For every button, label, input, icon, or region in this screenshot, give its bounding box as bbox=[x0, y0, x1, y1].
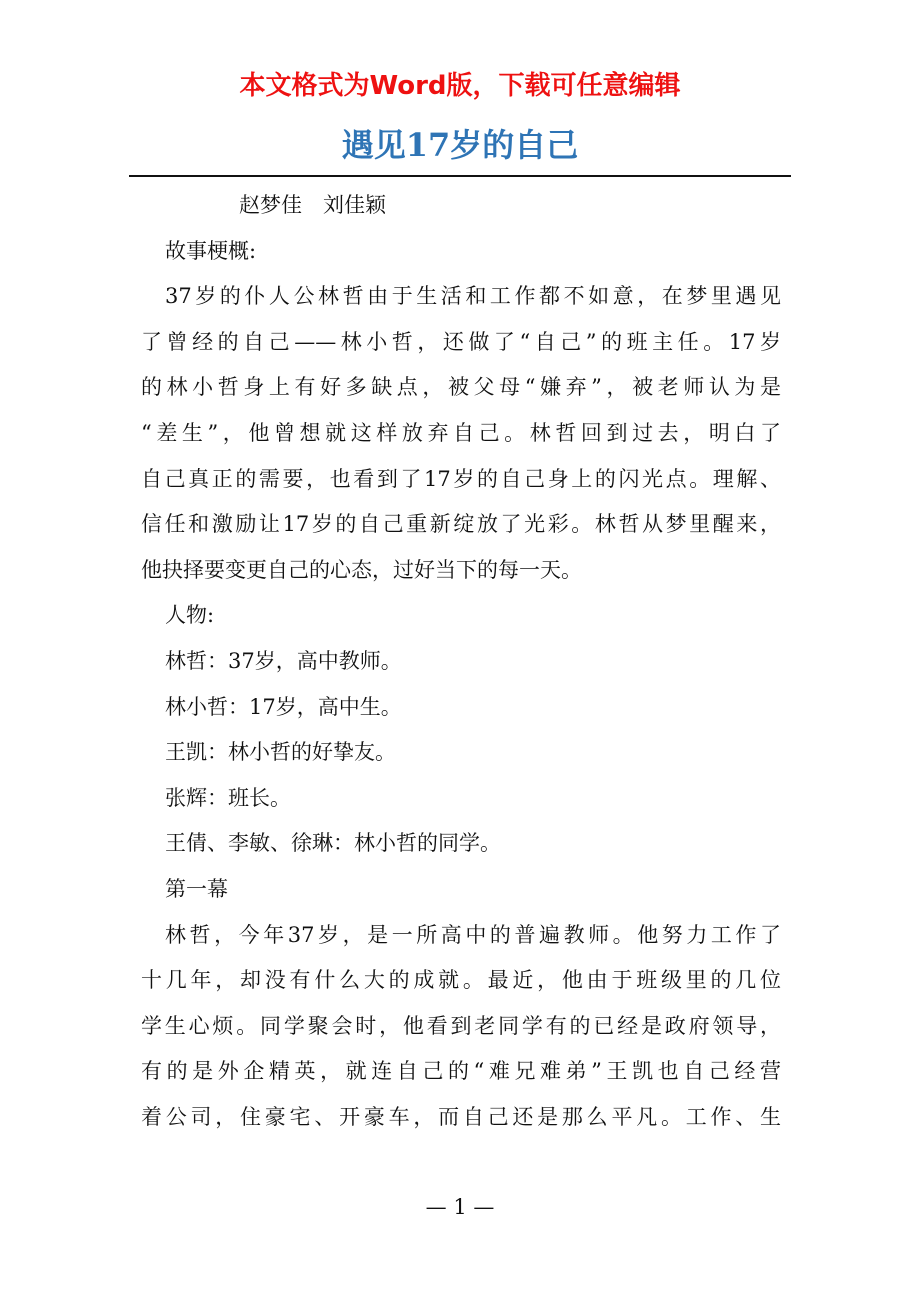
authors-line: 赵梦佳 刘佳颖 bbox=[239, 193, 386, 217]
paragraph-line: 了曾经的自己——林小哲，还做了“自己”的班主任。17岁 bbox=[141, 329, 781, 354]
paragraph-line: 着公司，住豪宅、开豪车，而自己还是那么平凡。工作、生 bbox=[141, 1104, 781, 1129]
paragraph-line: 的林小哲身上有好多缺点，被父母“嫌弃”，被老师认为是 bbox=[141, 375, 781, 400]
paragraph-line: 37岁的仆人公林哲由于生活和工作都不如意，在梦里遇见 bbox=[165, 284, 781, 309]
character-line: 王倩、李敏、徐琳：林小哲的同学。 bbox=[165, 831, 501, 856]
paragraph-line: 信任和激励让17岁的自己重新绽放了光彩。林哲从梦里醒来， bbox=[141, 512, 781, 537]
document-title: 遇见17岁的自己 bbox=[341, 126, 579, 164]
section-heading-synopsis: 故事梗概: bbox=[165, 238, 257, 263]
paragraph-line: 林哲，今年37岁，是一所高中的普遍教师。他努力工作了 bbox=[165, 922, 781, 947]
character-line: 王凯：林小哲的好挚友。 bbox=[165, 740, 396, 765]
page-number: — 1 — bbox=[425, 1195, 495, 1219]
paragraph-line: 十几年，却没有什么大的成就。最近，他由于班级里的几位 bbox=[141, 968, 781, 993]
section-heading-characters: 人物: bbox=[165, 603, 215, 628]
paragraph-line: 他抉择要变更自己的心态，过好当下的每一天。 bbox=[141, 557, 582, 582]
paragraph-line: 自己真正的需要，也看到了17岁的自己身上的闪光点。理解、 bbox=[141, 466, 781, 491]
character-line: 林小哲：17岁，高中生。 bbox=[165, 694, 402, 719]
character-line: 林哲：37岁，高中教师。 bbox=[165, 648, 402, 673]
download-banner: 本文格式为Word版，下载可任意编辑 bbox=[239, 71, 681, 101]
document-body bbox=[141, 183, 781, 1140]
character-line: 张辉：班长。 bbox=[165, 785, 291, 810]
paragraph-line: “差生”，他曾想就这样放弃自己。林哲回到过去，明白了 bbox=[141, 420, 781, 445]
paragraph-line: 有的是外企精英，就连自己的“难兄难弟”王凯也自己经营 bbox=[141, 1059, 781, 1084]
title-divider bbox=[129, 175, 791, 177]
paragraph-line: 学生心烦。同学聚会时，他看到老同学有的已经是政府领导， bbox=[141, 1013, 781, 1038]
section-heading-act-one: 第一幕 bbox=[165, 876, 228, 901]
